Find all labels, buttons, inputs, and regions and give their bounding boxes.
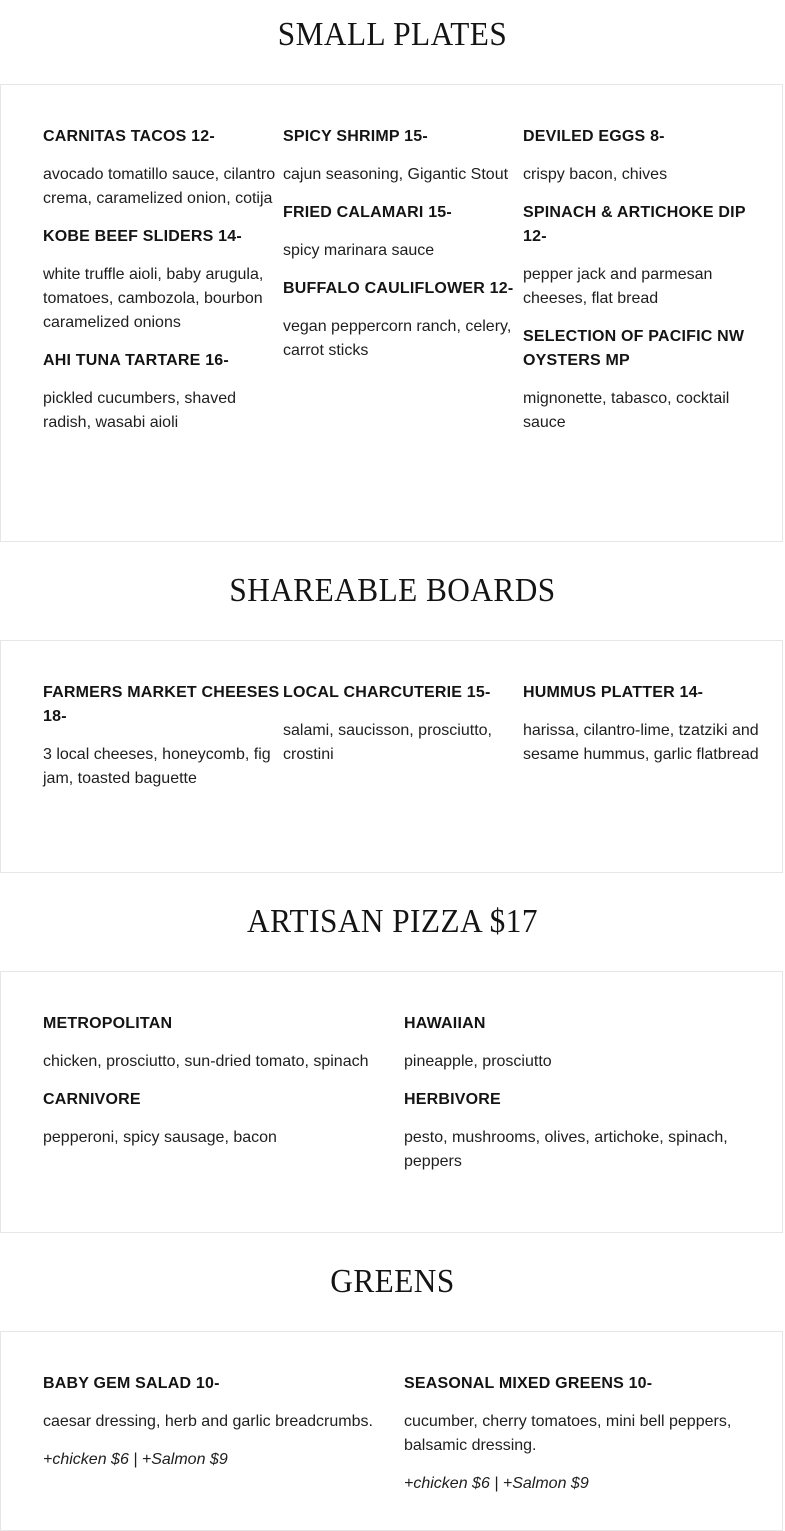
shareable-boards-columns xyxy=(43,681,763,805)
artisan-pizza-header xyxy=(0,905,785,939)
small-plates-column-2 xyxy=(283,125,523,449)
menu-item-description: spicy marinara sauce xyxy=(283,242,435,259)
menu-item-name: CARNIVORE xyxy=(43,1091,141,1108)
greens-title: GREENS xyxy=(330,1263,455,1300)
menu-item-description: pesto, mushrooms, olives, artichoke, spinach, peppers xyxy=(404,1129,728,1170)
artisan-pizza-column-2 xyxy=(404,1012,765,1188)
artisan-pizza-section xyxy=(0,971,783,1233)
menu-item-description: mignonette, tabasco, cocktail sauce xyxy=(523,390,730,431)
shareable-boards-header xyxy=(0,574,785,608)
menu-item-addons: +chicken $6 | +Salmon $9 xyxy=(43,1451,228,1468)
menu-item-name: HAWAIIAN xyxy=(404,1015,486,1032)
menu-item-name: FRIED CALAMARI 15- xyxy=(283,204,452,221)
greens-column-2 xyxy=(404,1372,765,1510)
menu-item-name: DEVILED EGGS 8- xyxy=(523,128,665,145)
shareable-boards-section xyxy=(0,640,783,873)
menu-item-description: avocado tomatillo sauce, cilantro crema, caramelized onion, cotija xyxy=(43,166,276,207)
menu-item-description: vegan peppercorn ranch, celery, carrot sticks xyxy=(283,318,512,359)
menu-item-name: LOCAL CHARCUTERIE 15- xyxy=(283,684,491,701)
menu-item-description: pepper jack and parmesan cheeses, flat bread xyxy=(523,266,713,307)
menu-item-name: BABY GEM SALAD 10- xyxy=(43,1375,220,1392)
small-plates-columns xyxy=(43,125,763,449)
menu-item-name: FARMERS MARKET CHEESES 18- xyxy=(43,684,280,725)
menu-item-description: 3 local cheeses, honeycomb, fig jam, toasted baguette xyxy=(43,746,271,787)
artisan-pizza-columns xyxy=(43,1012,765,1188)
menu-item-name: KOBE BEEF SLIDERS 14- xyxy=(43,228,242,245)
menu-item-name: AHI TUNA TARTARE 16- xyxy=(43,352,229,369)
menu-item-name: SELECTION OF PACIFIC NW OYSTERS MP xyxy=(523,328,745,369)
menu-item-description: caesar dressing, herb and garlic breadcrumbs. xyxy=(43,1413,373,1430)
menu-item-name: SEASONAL MIXED GREENS 10- xyxy=(404,1375,653,1392)
menu-item-description: white truffle aioli, baby arugula, tomatoes, cambozola, bourbon caramelized onions xyxy=(43,266,264,331)
menu-item-name: SPINACH & ARTICHOKE DIP 12- xyxy=(523,204,746,245)
menu-item-description: pepperoni, spicy sausage, bacon xyxy=(43,1129,277,1146)
menu-item-name: BUFFALO CAULIFLOWER 12- xyxy=(283,280,514,297)
menu-item-addons: +chicken $6 | +Salmon $9 xyxy=(404,1475,589,1492)
shareable-boards-title: SHAREABLE BOARDS xyxy=(229,572,556,609)
menu-item-name: SPICY SHRIMP 15- xyxy=(283,128,428,145)
greens-header xyxy=(0,1265,785,1299)
artisan-pizza-title: ARTISAN PIZZA $17 xyxy=(247,903,538,940)
small-plates-column-1 xyxy=(43,125,283,449)
menu-item-name: HERBIVORE xyxy=(404,1091,501,1108)
menu-item-name: METROPOLITAN xyxy=(43,1015,173,1032)
menu-item-description: salami, saucisson, prosciutto, crostini xyxy=(283,722,492,763)
greens-columns xyxy=(43,1372,765,1510)
artisan-pizza-column-1 xyxy=(43,1012,404,1188)
greens-column-1 xyxy=(43,1372,404,1510)
shareable-boards-column-1 xyxy=(43,681,283,805)
menu-item-description: crispy bacon, chives xyxy=(523,166,668,183)
menu-item-description: chicken, prosciutto, sun-dried tomato, spinach xyxy=(43,1053,369,1070)
small-plates-header xyxy=(0,18,785,52)
small-plates-title: SMALL PLATES xyxy=(277,16,508,53)
menu-item-name: HUMMUS PLATTER 14- xyxy=(523,684,704,701)
menu-item-name: CARNITAS TACOS 12- xyxy=(43,128,215,145)
menu-item-description: pickled cucumbers, shaved radish, wasabi aioli xyxy=(43,390,236,431)
menu-item-description: harissa, cilantro-lime, tzatziki and sesame hummus, garlic flatbread xyxy=(523,722,759,763)
menu-item-description: cajun seasoning, Gigantic Stout xyxy=(283,166,509,183)
shareable-boards-column-3 xyxy=(523,681,763,805)
menu-item-description: cucumber, cherry tomatoes, mini bell peppers, balsamic dressing. xyxy=(404,1413,732,1454)
greens-section xyxy=(0,1331,783,1531)
small-plates-column-3 xyxy=(523,125,763,449)
shareable-boards-column-2 xyxy=(283,681,523,805)
small-plates-section xyxy=(0,84,783,542)
menu-item-description: pineapple, prosciutto xyxy=(404,1053,552,1070)
